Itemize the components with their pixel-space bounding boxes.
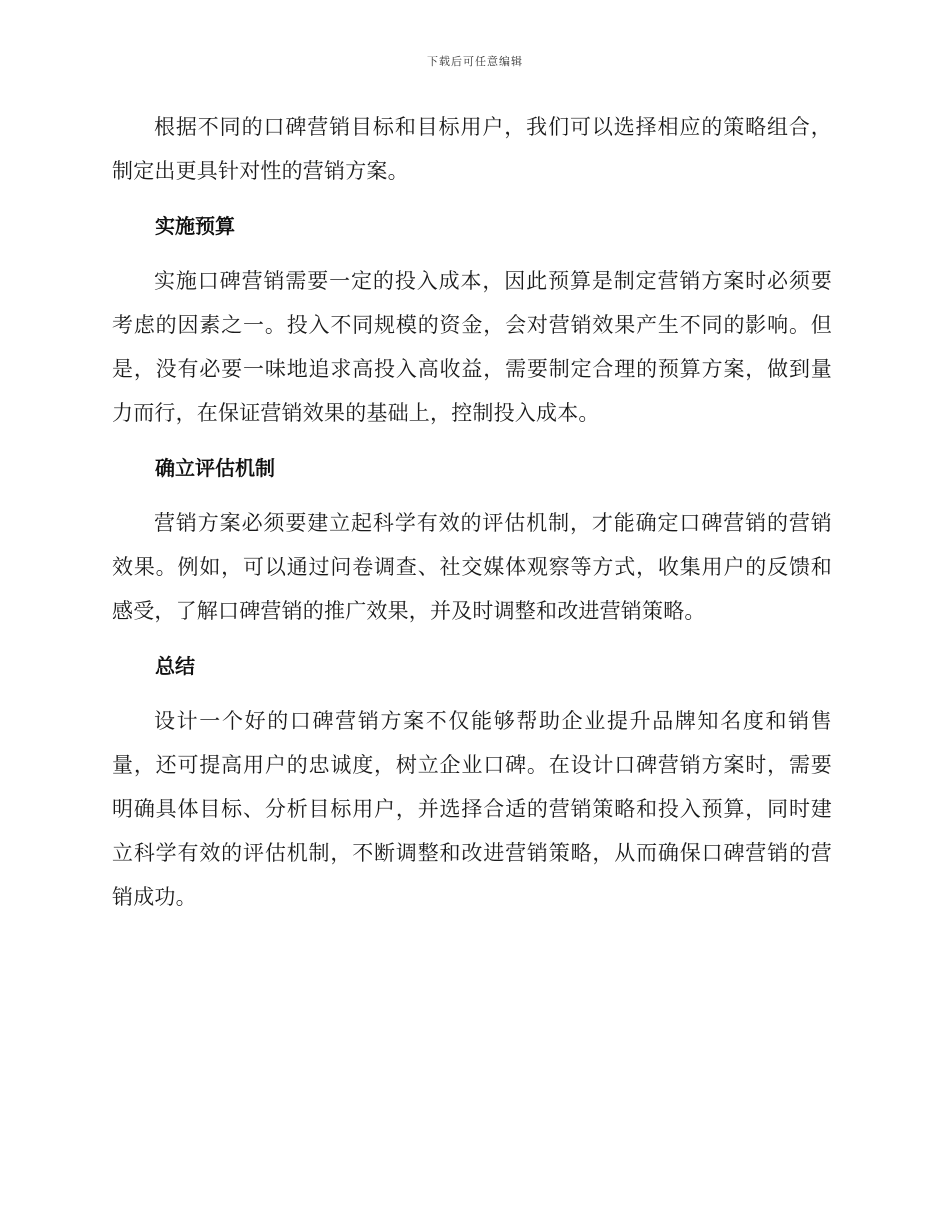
section-title-summary: 总结 bbox=[155, 654, 195, 678]
page-header: 下载后可任意编辑 bbox=[427, 55, 523, 68]
section-paragraph-budget: 实施口碑营销需要一定的投入成本，因此预算是制定营销方案时必须要考虑的因素之一。投入不同规模的资金，会对营销效果产生不同的影响。但是，没有必要一味地追求高投入高收益，需要制定合理的预算方案，做到量力而行，在保证营销效果的基础上，控制投入成本。 bbox=[112, 269, 832, 425]
intro-paragraph: 根据不同的口碑营销目标和目标用户，我们可以选择相应的策略组合，制定出更具针对性的营销方案。 bbox=[112, 115, 832, 183]
section-paragraph-summary: 设计一个好的口碑营销方案不仅能够帮助企业提升品牌知名度和销售量，还可提高用户的忠诚度，树立企业口碑。在设计口碑营销方案时，需要明确具体目标、分析目标用户，并选择合适的营销策略和投入预算，同时建立科学有效的评估机制，不断调整和改进营销策略，从而确保口碑营销的营销成功。 bbox=[112, 709, 832, 909]
section-title-evaluation: 确立评估机制 bbox=[155, 456, 275, 480]
section-paragraph-evaluation: 营销方案必须要建立起科学有效的评估机制，才能确定口碑营销的营销效果。例如，可以通过问卷调查、社交媒体观察等方式，收集用户的反馈和感受，了解口碑营销的推广效果，并及时调整和改进营销策略。 bbox=[112, 511, 832, 623]
section-title-budget: 实施预算 bbox=[155, 214, 235, 238]
document-body bbox=[112, 105, 832, 919]
